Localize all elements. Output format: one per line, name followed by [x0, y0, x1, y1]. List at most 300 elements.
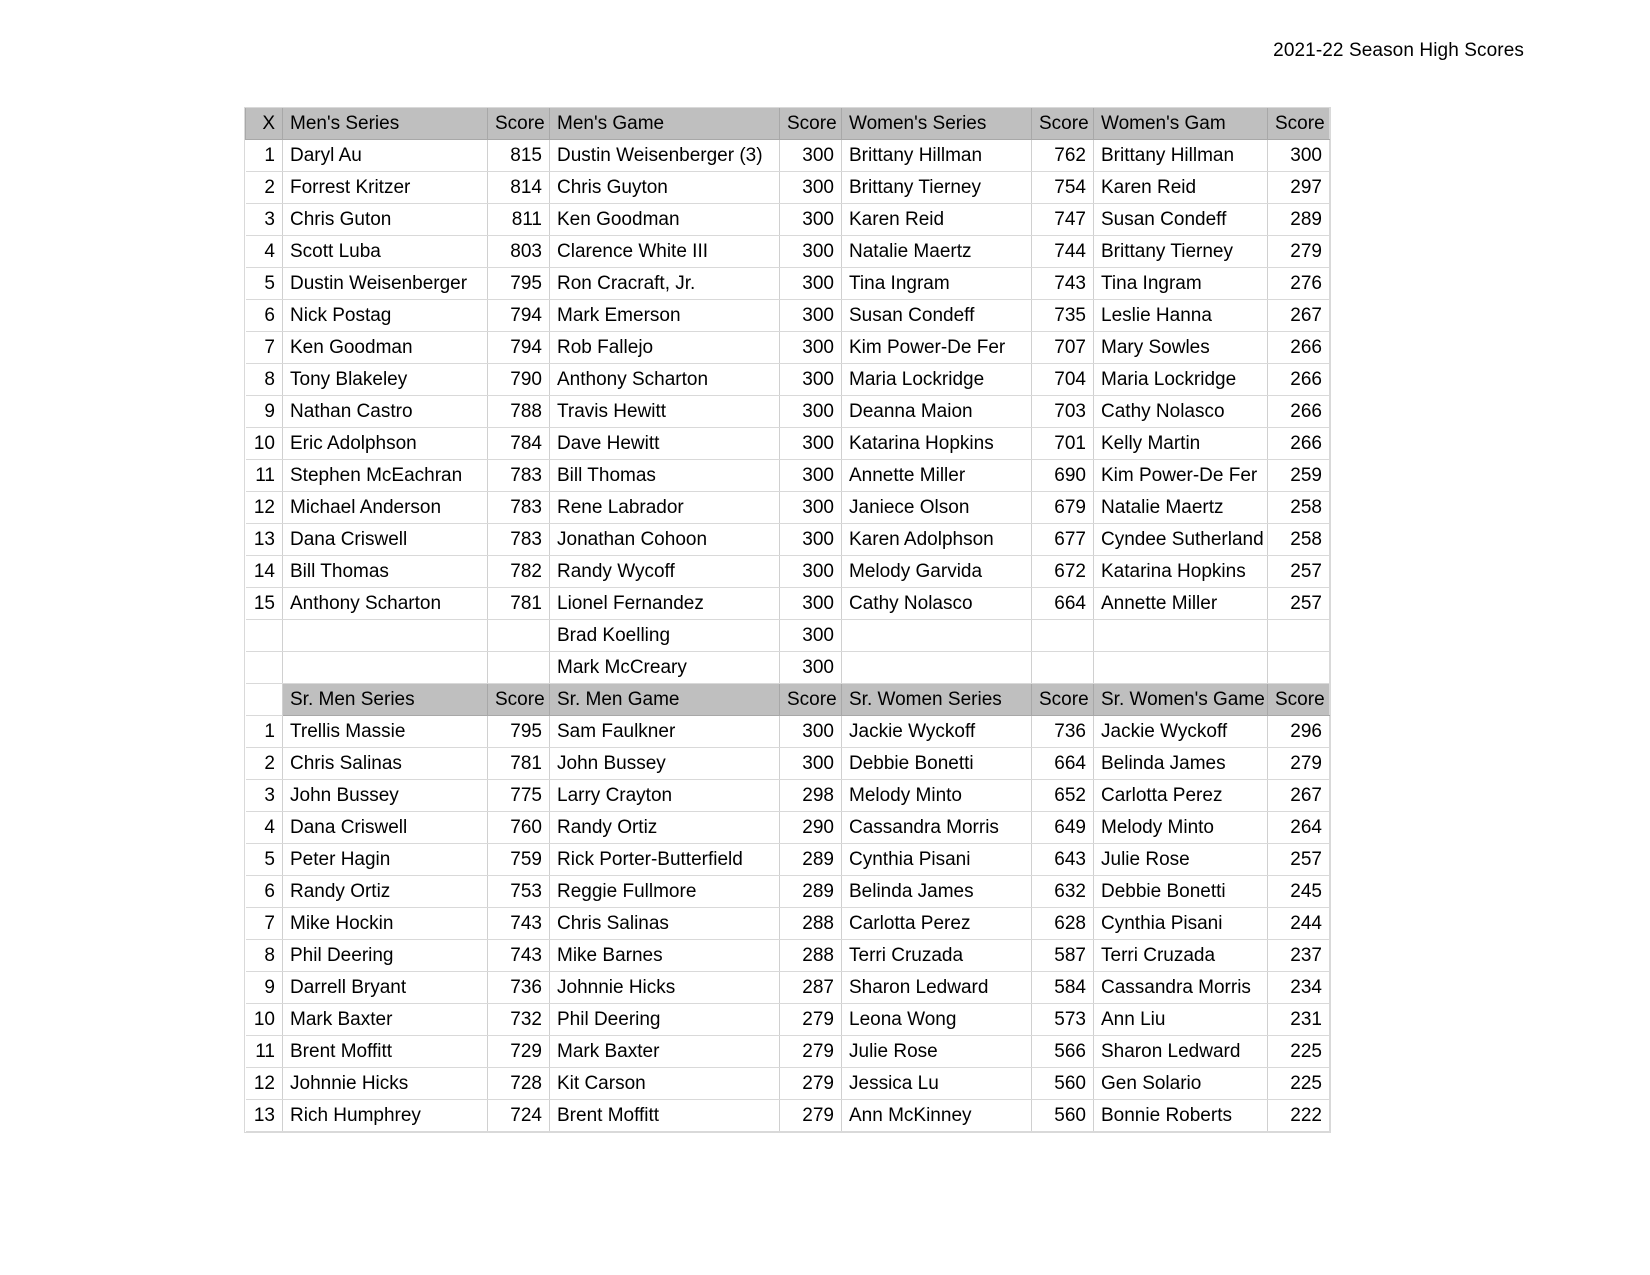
header-rank-label: X — [246, 108, 283, 140]
cell-score-1: 815 — [488, 140, 550, 172]
table-row — [246, 876, 1330, 908]
cell-name-2: Randy Ortiz — [550, 812, 780, 844]
cell-score-1: 729 — [488, 1036, 550, 1068]
cell-name-1 — [283, 652, 488, 684]
cell-name-1: John Bussey — [283, 780, 488, 812]
table-row — [246, 812, 1330, 844]
cell-name-3: Sharon Ledward — [842, 972, 1032, 1004]
cell-name-2: Jonathan Cohoon — [550, 524, 780, 556]
cell-name-3: Cassandra Morris — [842, 812, 1032, 844]
cell-score-3 — [1032, 620, 1094, 652]
cell-name-2: Phil Deering — [550, 1004, 780, 1036]
cell-rank: 10 — [246, 428, 283, 460]
cell-rank: 11 — [246, 460, 283, 492]
cell-name-4: Debbie Bonetti — [1094, 876, 1268, 908]
cell-score-1: 814 — [488, 172, 550, 204]
cell-score-2: 300 — [780, 204, 842, 236]
table-row — [246, 908, 1330, 940]
cell-score-1: 811 — [488, 204, 550, 236]
cell-score-1: 803 — [488, 236, 550, 268]
cell-name-4: Carlotta Perez — [1094, 780, 1268, 812]
cell-name-3: Cynthia Pisani — [842, 844, 1032, 876]
cell-score-3: 677 — [1032, 524, 1094, 556]
table-row — [246, 364, 1330, 396]
cell-score-2: 300 — [780, 460, 842, 492]
cell-score-2: 300 — [780, 364, 842, 396]
cell-name-1: Chris Salinas — [283, 748, 488, 780]
cell-score-3: 560 — [1032, 1068, 1094, 1100]
cell-score-3: 652 — [1032, 780, 1094, 812]
cell-name-2: Brad Koelling — [550, 620, 780, 652]
cell-score-4: 266 — [1268, 396, 1330, 428]
cell-name-1: Daryl Au — [283, 140, 488, 172]
table-row — [246, 780, 1330, 812]
cell-name-1: Darrell Bryant — [283, 972, 488, 1004]
cell-name-4: Terri Cruzada — [1094, 940, 1268, 972]
cell-score-3: 587 — [1032, 940, 1094, 972]
cell-score-2: 300 — [780, 268, 842, 300]
cell-score-1: 784 — [488, 428, 550, 460]
cell-name-2: Randy Wycoff — [550, 556, 780, 588]
cell-score-4: 259 — [1268, 460, 1330, 492]
cell-score-4 — [1268, 652, 1330, 684]
cell-score-4: 279 — [1268, 748, 1330, 780]
cell-score-3: 573 — [1032, 1004, 1094, 1036]
cell-score-1 — [488, 652, 550, 684]
table-row — [246, 620, 1330, 652]
header-section2-score1: Score — [488, 684, 550, 716]
table-row — [246, 716, 1330, 748]
cell-score-1: 795 — [488, 268, 550, 300]
cell-rank: 14 — [246, 556, 283, 588]
cell-name-4: Kelly Martin — [1094, 428, 1268, 460]
cell-rank: 7 — [246, 332, 283, 364]
cell-name-2: Mark McCreary — [550, 652, 780, 684]
cell-score-4: 222 — [1268, 1100, 1330, 1132]
cell-score-1: 724 — [488, 1100, 550, 1132]
cell-rank: 5 — [246, 844, 283, 876]
cell-name-3: Katarina Hopkins — [842, 428, 1032, 460]
cell-name-2: Dustin Weisenberger (3) — [550, 140, 780, 172]
cell-score-2: 300 — [780, 172, 842, 204]
table-row — [246, 140, 1330, 172]
cell-name-2: Johnnie Hicks — [550, 972, 780, 1004]
page-title: 2021-22 Season High Scores — [1273, 40, 1524, 61]
cell-score-1: 743 — [488, 908, 550, 940]
table-row — [246, 1004, 1330, 1036]
cell-name-1: Trellis Massie — [283, 716, 488, 748]
cell-name-1: Mike Hockin — [283, 908, 488, 940]
cell-score-3: 643 — [1032, 844, 1094, 876]
header-section1-score3: Score — [1032, 108, 1094, 140]
cell-score-3: 560 — [1032, 1100, 1094, 1132]
header-section1-col2: Men's Game — [550, 108, 780, 140]
cell-name-1: Eric Adolphson — [283, 428, 488, 460]
cell-score-4: 300 — [1268, 140, 1330, 172]
cell-score-1 — [488, 620, 550, 652]
cell-name-3: Natalie Maertz — [842, 236, 1032, 268]
cell-name-2: Bill Thomas — [550, 460, 780, 492]
cell-name-4: Katarina Hopkins — [1094, 556, 1268, 588]
cell-rank: 8 — [246, 364, 283, 396]
cell-score-4: 234 — [1268, 972, 1330, 1004]
cell-score-2: 300 — [780, 236, 842, 268]
cell-rank: 6 — [246, 876, 283, 908]
cell-score-1: 781 — [488, 748, 550, 780]
table-row — [246, 492, 1330, 524]
cell-name-3: Janiece Olson — [842, 492, 1032, 524]
cell-name-4: Karen Reid — [1094, 172, 1268, 204]
cell-score-2: 289 — [780, 876, 842, 908]
cell-score-2: 279 — [780, 1100, 842, 1132]
cell-score-1: 788 — [488, 396, 550, 428]
cell-score-4: 258 — [1268, 524, 1330, 556]
cell-score-2: 300 — [780, 300, 842, 332]
table-row — [246, 332, 1330, 364]
cell-rank: 10 — [246, 1004, 283, 1036]
cell-name-4: Gen Solario — [1094, 1068, 1268, 1100]
header-section1-col1: Men's Series — [283, 108, 488, 140]
cell-name-3: Brittany Hillman — [842, 140, 1032, 172]
cell-score-3: 707 — [1032, 332, 1094, 364]
cell-score-4 — [1268, 620, 1330, 652]
cell-name-1: Randy Ortiz — [283, 876, 488, 908]
table-row — [246, 556, 1330, 588]
cell-score-4: 231 — [1268, 1004, 1330, 1036]
cell-rank: 11 — [246, 1036, 283, 1068]
cell-name-1: Mark Baxter — [283, 1004, 488, 1036]
cell-rank: 12 — [246, 1068, 283, 1100]
cell-score-1: 775 — [488, 780, 550, 812]
cell-name-4: Melody Minto — [1094, 812, 1268, 844]
cell-score-2: 300 — [780, 396, 842, 428]
cell-score-1: 732 — [488, 1004, 550, 1036]
cell-score-1: 753 — [488, 876, 550, 908]
cell-name-4: Maria Lockridge — [1094, 364, 1268, 396]
cell-name-4: Jackie Wyckoff — [1094, 716, 1268, 748]
cell-rank — [246, 652, 283, 684]
cell-name-1: Bill Thomas — [283, 556, 488, 588]
cell-name-3 — [842, 652, 1032, 684]
cell-score-2: 300 — [780, 524, 842, 556]
cell-score-1: 790 — [488, 364, 550, 396]
cell-name-1: Nick Postag — [283, 300, 488, 332]
cell-name-4: Cynthia Pisani — [1094, 908, 1268, 940]
table-header-row — [246, 684, 1330, 716]
cell-score-4: 267 — [1268, 300, 1330, 332]
cell-score-3: 664 — [1032, 588, 1094, 620]
table-row — [246, 972, 1330, 1004]
cell-name-3: Melody Minto — [842, 780, 1032, 812]
cell-score-3: 632 — [1032, 876, 1094, 908]
cell-name-3: Terri Cruzada — [842, 940, 1032, 972]
cell-score-4: 258 — [1268, 492, 1330, 524]
cell-name-4: Julie Rose — [1094, 844, 1268, 876]
cell-name-4: Cathy Nolasco — [1094, 396, 1268, 428]
table-row — [246, 1068, 1330, 1100]
cell-rank: 8 — [246, 940, 283, 972]
cell-name-4: Mary Sowles — [1094, 332, 1268, 364]
table-row — [246, 652, 1330, 684]
table-row — [246, 236, 1330, 268]
cell-score-4: 245 — [1268, 876, 1330, 908]
cell-score-1: 760 — [488, 812, 550, 844]
cell-rank: 3 — [246, 204, 283, 236]
cell-name-2: Larry Crayton — [550, 780, 780, 812]
cell-rank: 3 — [246, 780, 283, 812]
cell-score-2: 300 — [780, 332, 842, 364]
cell-score-4: 296 — [1268, 716, 1330, 748]
cell-name-1: Michael Anderson — [283, 492, 488, 524]
cell-score-1: 794 — [488, 332, 550, 364]
cell-rank: 15 — [246, 588, 283, 620]
cell-name-2: Mark Emerson — [550, 300, 780, 332]
header-section1-score2: Score — [780, 108, 842, 140]
cell-score-3: 566 — [1032, 1036, 1094, 1068]
cell-rank: 5 — [246, 268, 283, 300]
cell-name-3 — [842, 620, 1032, 652]
cell-rank: 12 — [246, 492, 283, 524]
cell-score-4: 297 — [1268, 172, 1330, 204]
cell-name-3: Jackie Wyckoff — [842, 716, 1032, 748]
cell-score-3: 743 — [1032, 268, 1094, 300]
cell-name-4: Natalie Maertz — [1094, 492, 1268, 524]
cell-name-4: Kim Power-De Fer — [1094, 460, 1268, 492]
cell-score-1: 781 — [488, 588, 550, 620]
cell-name-4: Cyndee Sutherland — [1094, 524, 1268, 556]
cell-name-3: Susan Condeff — [842, 300, 1032, 332]
cell-score-2: 300 — [780, 428, 842, 460]
cell-name-3: Tina Ingram — [842, 268, 1032, 300]
cell-name-4 — [1094, 652, 1268, 684]
cell-name-1: Scott Luba — [283, 236, 488, 268]
table-row — [246, 428, 1330, 460]
cell-score-2: 279 — [780, 1036, 842, 1068]
table-row — [246, 460, 1330, 492]
cell-name-2: John Bussey — [550, 748, 780, 780]
cell-name-3: Debbie Bonetti — [842, 748, 1032, 780]
cell-score-1: 783 — [488, 460, 550, 492]
cell-score-4: 225 — [1268, 1036, 1330, 1068]
cell-score-3: 701 — [1032, 428, 1094, 460]
header-section2-col4: Sr. Women's Game — [1094, 684, 1268, 716]
cell-name-1: Dana Criswell — [283, 812, 488, 844]
scores-sheet — [245, 108, 1329, 1132]
cell-name-3: Carlotta Perez — [842, 908, 1032, 940]
table-row — [246, 268, 1330, 300]
cell-score-2: 300 — [780, 716, 842, 748]
cell-rank: 13 — [246, 1100, 283, 1132]
table-row — [246, 844, 1330, 876]
cell-name-1: Dustin Weisenberger — [283, 268, 488, 300]
header-section1-col3: Women's Series — [842, 108, 1032, 140]
cell-name-3: Maria Lockridge — [842, 364, 1032, 396]
cell-rank: 1 — [246, 716, 283, 748]
cell-score-3: 735 — [1032, 300, 1094, 332]
cell-score-2: 289 — [780, 844, 842, 876]
cell-score-2: 288 — [780, 908, 842, 940]
table-row — [246, 1036, 1330, 1068]
cell-score-3: 754 — [1032, 172, 1094, 204]
cell-score-4: 237 — [1268, 940, 1330, 972]
cell-name-1: Stephen McEachran — [283, 460, 488, 492]
cell-score-3: 704 — [1032, 364, 1094, 396]
cell-name-4: Leslie Hanna — [1094, 300, 1268, 332]
table-row — [246, 588, 1330, 620]
cell-name-3: Julie Rose — [842, 1036, 1032, 1068]
cell-name-2: Sam Faulkner — [550, 716, 780, 748]
cell-rank: 4 — [246, 236, 283, 268]
cell-name-3: Kim Power-De Fer — [842, 332, 1032, 364]
cell-name-4: Susan Condeff — [1094, 204, 1268, 236]
cell-name-4: Bonnie Roberts — [1094, 1100, 1268, 1132]
cell-name-4: Sharon Ledward — [1094, 1036, 1268, 1068]
cell-score-2: 290 — [780, 812, 842, 844]
table-row — [246, 524, 1330, 556]
cell-score-4: 244 — [1268, 908, 1330, 940]
cell-name-4: Annette Miller — [1094, 588, 1268, 620]
cell-score-3: 672 — [1032, 556, 1094, 588]
cell-score-2: 300 — [780, 140, 842, 172]
cell-name-2: Rob Fallejo — [550, 332, 780, 364]
table-row — [246, 748, 1330, 780]
cell-name-1 — [283, 620, 488, 652]
cell-name-1: Forrest Kritzer — [283, 172, 488, 204]
cell-score-3: 703 — [1032, 396, 1094, 428]
cell-score-2: 287 — [780, 972, 842, 1004]
cell-name-1: Chris Guton — [283, 204, 488, 236]
cell-score-3: 649 — [1032, 812, 1094, 844]
cell-score-3: 736 — [1032, 716, 1094, 748]
header-section2-score4: Score — [1268, 684, 1330, 716]
cell-name-3: Jessica Lu — [842, 1068, 1032, 1100]
cell-name-3: Ann McKinney — [842, 1100, 1032, 1132]
cell-name-2: Mark Baxter — [550, 1036, 780, 1068]
cell-name-1: Peter Hagin — [283, 844, 488, 876]
table-row — [246, 204, 1330, 236]
cell-name-3: Deanna Maion — [842, 396, 1032, 428]
cell-name-3: Leona Wong — [842, 1004, 1032, 1036]
cell-name-2: Chris Salinas — [550, 908, 780, 940]
cell-rank: 4 — [246, 812, 283, 844]
cell-score-4: 257 — [1268, 844, 1330, 876]
cell-score-1: 736 — [488, 972, 550, 1004]
header-section2-col1: Sr. Men Series — [283, 684, 488, 716]
cell-score-4: 289 — [1268, 204, 1330, 236]
cell-score-4: 225 — [1268, 1068, 1330, 1100]
cell-score-1: 783 — [488, 492, 550, 524]
cell-score-4: 266 — [1268, 428, 1330, 460]
cell-score-2: 300 — [780, 652, 842, 684]
cell-name-2: Rick Porter-Butterfield — [550, 844, 780, 876]
table-row — [246, 1100, 1330, 1132]
cell-name-3: Karen Adolphson — [842, 524, 1032, 556]
cell-score-4: 264 — [1268, 812, 1330, 844]
cell-score-2: 300 — [780, 620, 842, 652]
cell-name-2: Mike Barnes — [550, 940, 780, 972]
cell-name-2: Reggie Fullmore — [550, 876, 780, 908]
cell-name-1: Rich Humphrey — [283, 1100, 488, 1132]
cell-name-1: Ken Goodman — [283, 332, 488, 364]
cell-name-3: Karen Reid — [842, 204, 1032, 236]
cell-score-4: 257 — [1268, 588, 1330, 620]
cell-name-4: Brittany Hillman — [1094, 140, 1268, 172]
cell-name-4: Tina Ingram — [1094, 268, 1268, 300]
cell-score-1: 783 — [488, 524, 550, 556]
cell-score-3: 747 — [1032, 204, 1094, 236]
table-row — [246, 300, 1330, 332]
cell-rank: 2 — [246, 748, 283, 780]
cell-rank: 9 — [246, 396, 283, 428]
cell-name-1: Brent Moffitt — [283, 1036, 488, 1068]
cell-name-3: Cathy Nolasco — [842, 588, 1032, 620]
cell-name-1: Nathan Castro — [283, 396, 488, 428]
cell-score-4: 266 — [1268, 332, 1330, 364]
cell-name-2: Dave Hewitt — [550, 428, 780, 460]
cell-name-4: Belinda James — [1094, 748, 1268, 780]
cell-name-2: Ken Goodman — [550, 204, 780, 236]
cell-name-4: Brittany Tierney — [1094, 236, 1268, 268]
header-section2-col3: Sr. Women Series — [842, 684, 1032, 716]
header-section1-score4: Score — [1268, 108, 1330, 140]
cell-name-4: Ann Liu — [1094, 1004, 1268, 1036]
cell-name-2: Clarence White III — [550, 236, 780, 268]
cell-rank: 2 — [246, 172, 283, 204]
cell-score-4: 267 — [1268, 780, 1330, 812]
cell-score-1: 728 — [488, 1068, 550, 1100]
cell-score-2: 288 — [780, 940, 842, 972]
header-section2-col2: Sr. Men Game — [550, 684, 780, 716]
cell-name-1: Dana Criswell — [283, 524, 488, 556]
cell-score-4: 276 — [1268, 268, 1330, 300]
cell-score-1: 743 — [488, 940, 550, 972]
cell-rank: 6 — [246, 300, 283, 332]
cell-name-3: Annette Miller — [842, 460, 1032, 492]
cell-score-1: 795 — [488, 716, 550, 748]
table-row — [246, 940, 1330, 972]
table-header-row — [246, 108, 1330, 140]
cell-score-4: 279 — [1268, 236, 1330, 268]
cell-score-2: 298 — [780, 780, 842, 812]
cell-name-4 — [1094, 620, 1268, 652]
cell-rank: 1 — [246, 140, 283, 172]
cell-score-1: 794 — [488, 300, 550, 332]
cell-name-2: Chris Guyton — [550, 172, 780, 204]
cell-name-2: Anthony Scharton — [550, 364, 780, 396]
cell-score-2: 300 — [780, 556, 842, 588]
cell-score-3: 690 — [1032, 460, 1094, 492]
cell-name-2: Rene Labrador — [550, 492, 780, 524]
table-row — [246, 396, 1330, 428]
cell-score-1: 782 — [488, 556, 550, 588]
header-section2-score2: Score — [780, 684, 842, 716]
cell-name-2: Kit Carson — [550, 1068, 780, 1100]
table-row — [246, 172, 1330, 204]
cell-name-4: Cassandra Morris — [1094, 972, 1268, 1004]
cell-rank — [246, 620, 283, 652]
cell-score-3: 664 — [1032, 748, 1094, 780]
cell-score-2: 300 — [780, 588, 842, 620]
cell-rank: 9 — [246, 972, 283, 1004]
header-section2-score3: Score — [1032, 684, 1094, 716]
cell-name-1: Phil Deering — [283, 940, 488, 972]
cell-name-3: Brittany Tierney — [842, 172, 1032, 204]
cell-name-3: Belinda James — [842, 876, 1032, 908]
cell-score-3: 762 — [1032, 140, 1094, 172]
cell-score-2: 279 — [780, 1068, 842, 1100]
header-section1-col4: Women's Gam — [1094, 108, 1268, 140]
cell-name-3: Melody Garvida — [842, 556, 1032, 588]
